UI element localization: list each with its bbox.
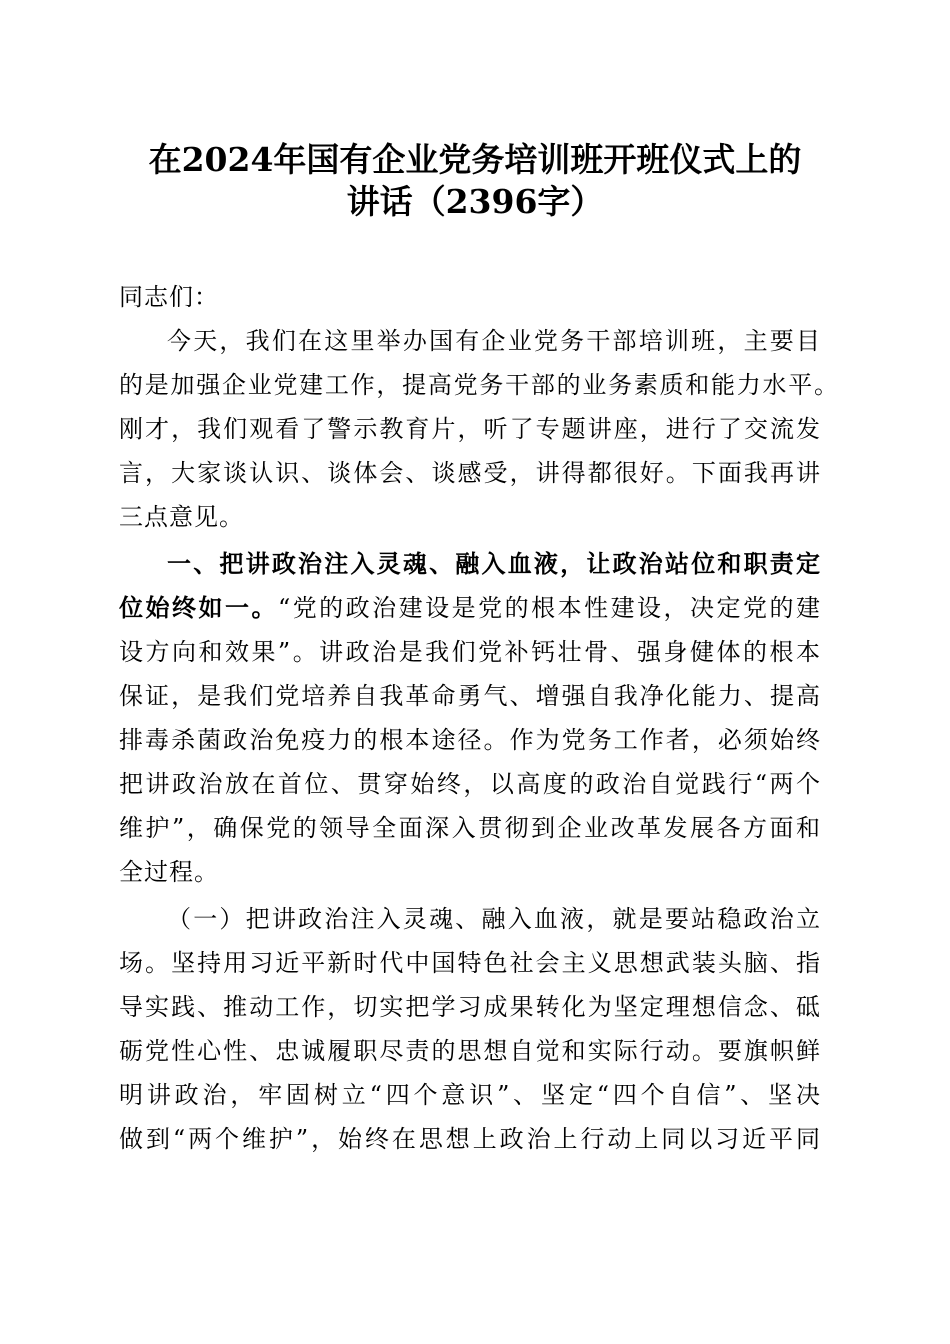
paragraph-1-line-1: 今天，我们在这里举办国有企业党务干部培训班，主要目 xyxy=(167,327,821,355)
section-1-line-5: 排毒杀菌政治免疫力的根本途径。作为党务工作者，必须始终 xyxy=(119,726,821,754)
salutation: 同志们： xyxy=(119,283,219,311)
subsection-1-line-5: 明讲政治，牢固树立“四个意识”、坚定“四个自信”、坚决 xyxy=(119,1081,821,1109)
section-1-line-4: 保证，是我们党培养自我革命勇气、增强自我净化能力、提高 xyxy=(119,682,821,710)
section-1-line-6: 把讲政治放在首位、贯穿始终，以高度的政治自觉践行“两个 xyxy=(119,770,821,798)
paragraph-1-line-5: 三点意见。 xyxy=(119,503,244,531)
subsection-1-line-1: （一）把讲政治注入灵魂、融入血液，就是要站稳政治立 xyxy=(167,905,821,933)
subsection-1-line-6: 做到“两个维护”，始终在思想上政治上行动上同以习近平同 xyxy=(119,1125,821,1153)
paragraph-1-line-2: 的是加强企业党建工作，提高党务干部的业务素质和能力水平。 xyxy=(119,371,839,399)
subsection-1-line-2: 场。坚持用习近平新时代中国特色社会主义思想武装头脑、指 xyxy=(119,949,821,977)
document-title-line-1: 在2024年国有企业党务培训班开班仪式上的 xyxy=(148,140,802,179)
subsection-1-line-4: 砺党性心性、忠诚履职尽责的思想自觉和实际行动。要旗帜鲜 xyxy=(119,1037,821,1065)
section-1-line-2 xyxy=(119,593,821,623)
section-1-heading-line-1: 一、把讲政治注入灵魂、融入血液，让政治站位和职责定 xyxy=(167,550,821,578)
section-1-line-8: 全过程。 xyxy=(119,858,219,886)
section-1-line-7: 维护”，确保党的领导全面深入贯彻到企业改革发展各方面和 xyxy=(119,814,821,842)
section-1-heading-end: 位始终如一。 xyxy=(119,594,278,622)
section-1-line-3: 设方向和效果”。讲政治是我们党补钙壮骨、强身健体的根本 xyxy=(119,638,821,666)
subsection-1-line-3: 导实践、推动工作，切实把学习成果转化为坚定理想信念、砥 xyxy=(119,993,821,1021)
section-1-line-2-text: “党的政治建设是党的根本性建设，决定党的建 xyxy=(277,594,821,622)
paragraph-1-line-3: 刚才，我们观看了警示教育片，听了专题讲座，进行了交流发 xyxy=(119,415,821,443)
paragraph-1-line-4: 言，大家谈认识、谈体会、谈感受，讲得都很好。下面我再讲 xyxy=(119,459,821,487)
document-title-line-2: 讲话（2396字） xyxy=(346,182,604,221)
